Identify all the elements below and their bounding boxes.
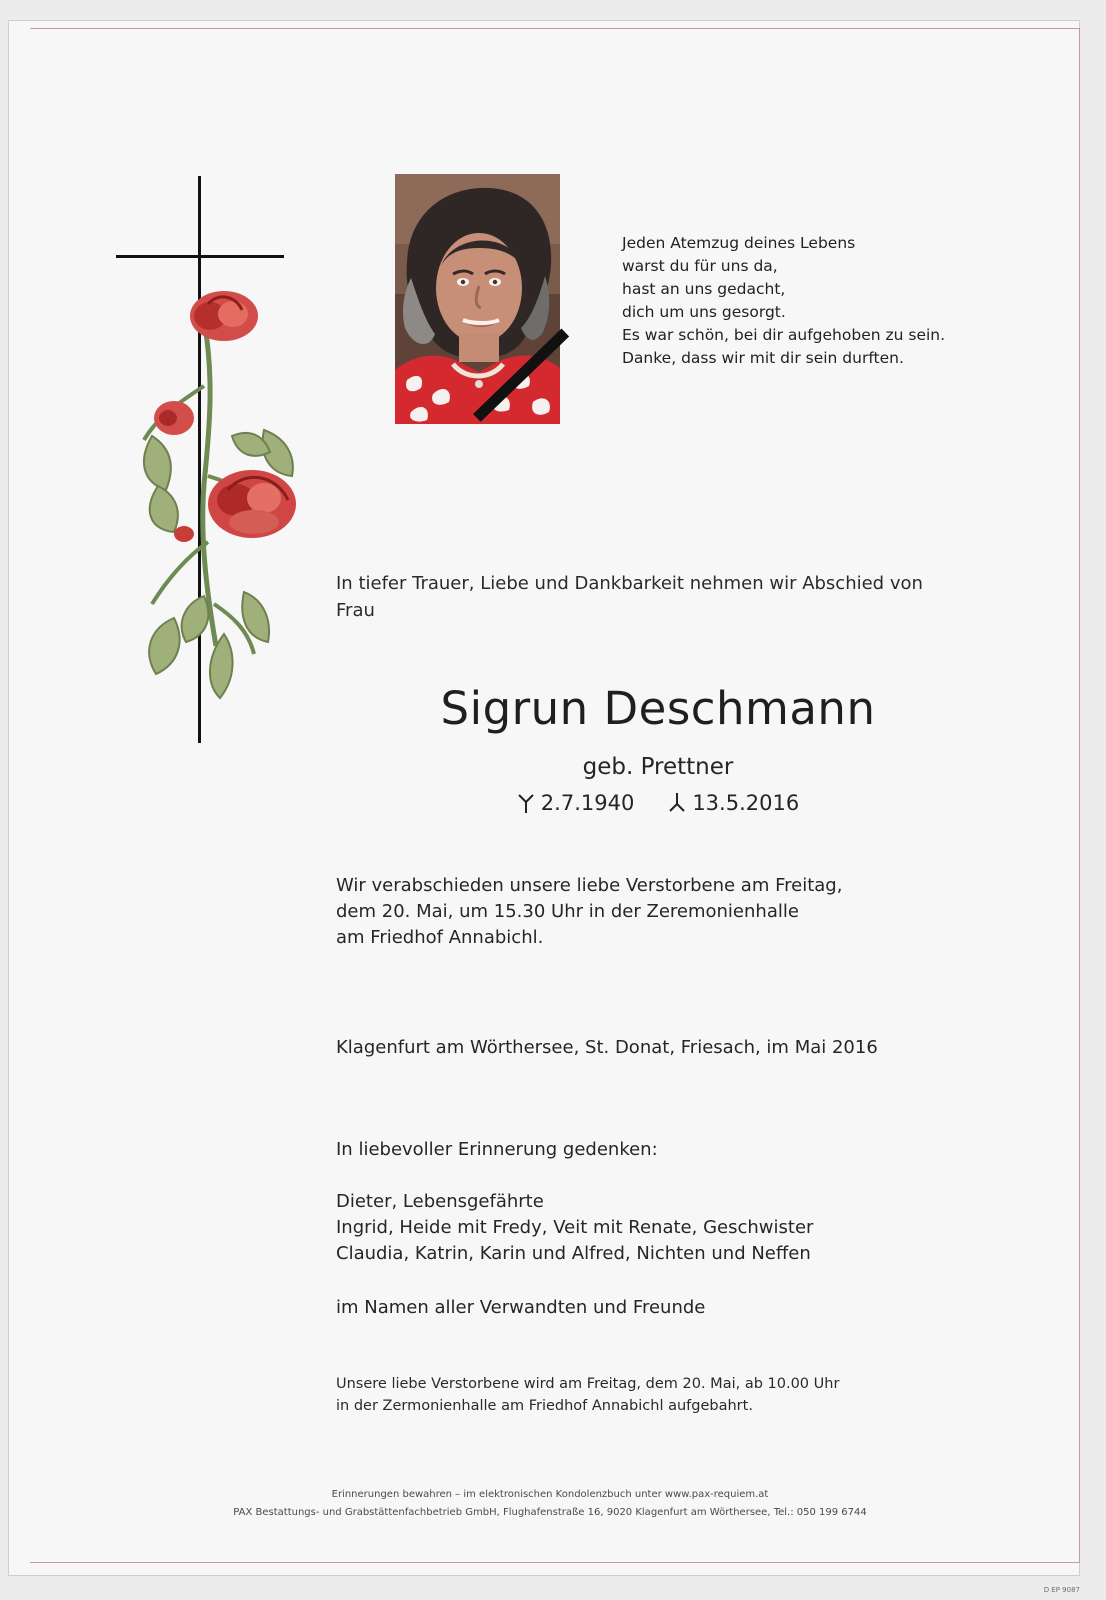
poem-line: dich um uns gesorgt. — [622, 303, 786, 321]
memory-heading: In liebevoller Erinnerung gedenken: — [336, 1139, 658, 1160]
print-code: D EP 9087 — [1043, 1586, 1080, 1594]
poem-line: Es war schön, bei dir aufgehoben zu sein. — [622, 326, 946, 344]
deceased-portrait — [395, 174, 560, 424]
poem-line: Jeden Atemzug deines Lebens — [622, 234, 856, 252]
footer-line: Erinnerungen bewahren – im elektronischen Kondolenzbuch unter www.pax-requiem.at — [331, 1489, 769, 1500]
service-line: am Friedhof Annabichl. — [336, 927, 544, 948]
place-date: Klagenfurt am Wörthersee, St. Donat, Friesach, im Mai 2016 — [336, 1037, 878, 1058]
mourner-line: Dieter, Lebensgefährte — [336, 1191, 544, 1212]
birth-date: 2.7.1940 — [540, 791, 635, 815]
deceased-name: Sigrun Deschmann — [440, 682, 876, 735]
viewing-notice — [336, 1373, 986, 1417]
behalf-line: im Namen aller Verwandten und Freunde — [336, 1297, 706, 1318]
mourners-list — [336, 1189, 986, 1267]
poem-line: hast an uns gedacht, — [622, 280, 786, 298]
birth-date-group — [517, 788, 635, 818]
poem-line: warst du für uns da, — [622, 257, 778, 275]
viewing-line: Unsere liebe Verstorbene wird am Freitag, dem 20. Mai, ab 10.00 Uhr — [336, 1376, 840, 1392]
viewing-line: in der Zermonienhalle am Friedhof Annabichl aufgebahrt. — [336, 1398, 753, 1414]
intro-line: In tiefer Trauer, Liebe und Dankbarkeit nehmen wir Abschied von — [336, 573, 923, 594]
announcement-intro — [336, 570, 976, 624]
poem-line: Danke, dass wir mit dir sein durften. — [622, 349, 904, 367]
footer — [170, 1486, 930, 1522]
birth-symbol-icon — [517, 792, 535, 814]
poem — [622, 232, 1002, 370]
rose-illustration — [132, 286, 312, 730]
service-line: Wir verabschieden unsere liebe Verstorbene am Freitag, — [336, 875, 843, 896]
mourner-line: Ingrid, Heide mit Fredy, Veit mit Renate, Geschwister — [336, 1217, 814, 1238]
death-symbol-icon — [668, 792, 686, 814]
service-line: dem 20. Mai, um 15.30 Uhr in der Zeremonienhalle — [336, 901, 799, 922]
death-date-group — [668, 788, 799, 818]
maiden-name: geb. Prettner — [582, 754, 734, 780]
intro-line: Frau — [336, 600, 375, 621]
farewell-service — [336, 873, 986, 951]
mourner-line: Claudia, Katrin, Karin und Alfred, Nichten und Neffen — [336, 1243, 811, 1264]
death-date: 13.5.2016 — [692, 791, 800, 815]
cross-horizontal-bar — [116, 255, 284, 258]
footer-line: PAX Bestattungs- und Grabstättenfachbetrieb GmbH, Flughafenstraße 16, 9020 Klagenfurt am Wörthersee, Tel.: 050 199 6744 — [233, 1507, 867, 1518]
life-dates — [338, 788, 978, 818]
